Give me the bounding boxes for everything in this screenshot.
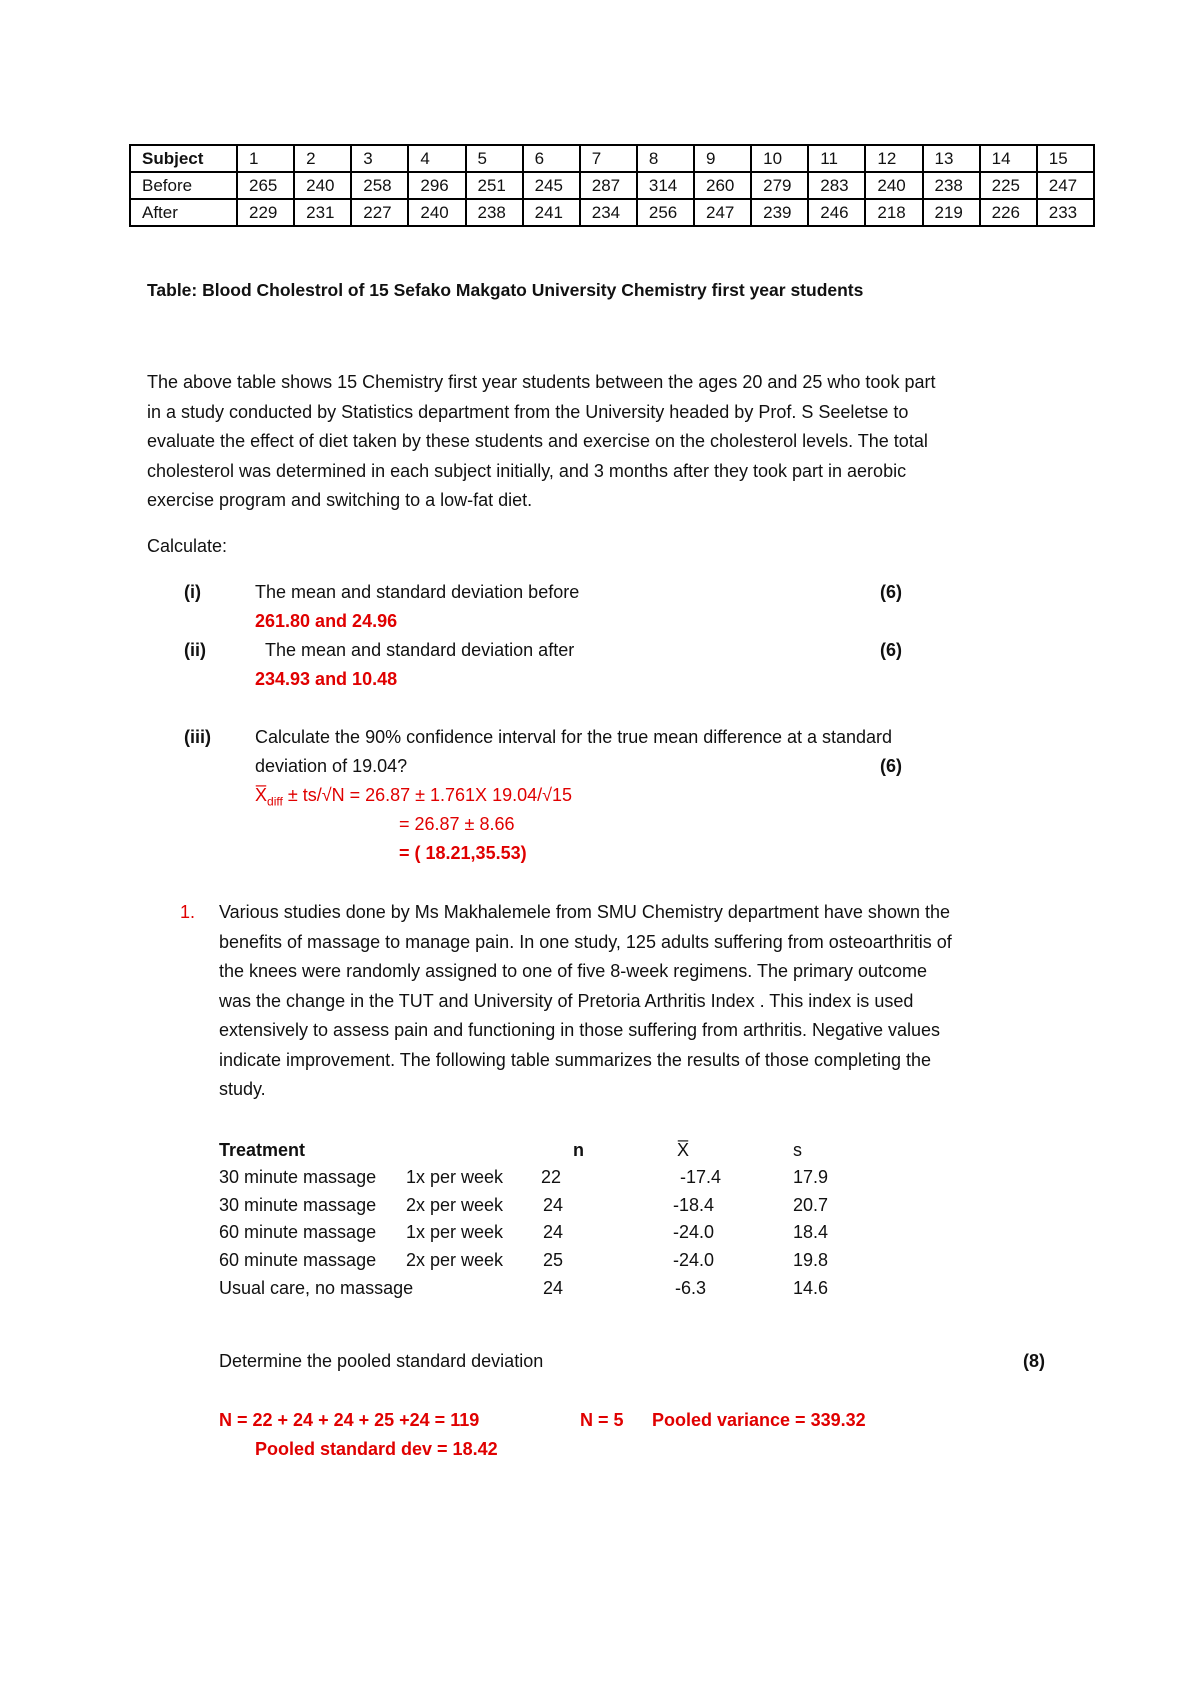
- header-treatment: Treatment: [219, 1140, 306, 1160]
- table-cell: 238: [466, 199, 523, 226]
- treatment-n: 24: [543, 1278, 564, 1298]
- table-row: [130, 145, 1094, 172]
- table-cell: 15: [1037, 145, 1094, 172]
- intro-line: cholesterol was determined in each subject initially, and 3 months after they took part in aerobic: [147, 460, 907, 481]
- treatment-frequency: 2x per week: [406, 1195, 504, 1215]
- table-cell: 14: [980, 145, 1037, 172]
- treatment-mean: -17.4: [680, 1167, 722, 1187]
- treatment-s: 18.4: [793, 1222, 829, 1242]
- problem1-line: Various studies done by Ms Makhalemele from SMU Chemistry department have shown the: [219, 902, 950, 922]
- table-row: [130, 199, 1094, 226]
- q1-marks: (6): [880, 582, 902, 602]
- table-cell: 7: [580, 145, 637, 172]
- table-cell: 251: [466, 172, 523, 199]
- table-cell: 218: [865, 199, 922, 226]
- table-cell: 296: [408, 172, 465, 199]
- row-label: Subject: [130, 145, 237, 172]
- table-cell: 12: [865, 145, 922, 172]
- treatment-frequency: 1x per week: [406, 1167, 504, 1187]
- treatment-name: Usual care, no massage: [219, 1278, 414, 1298]
- table-cell: 241: [523, 199, 580, 226]
- pooled-answer-n: N = 22 + 24 + 24 + 25 +24 = 119: [219, 1410, 480, 1430]
- problem1-line: extensively to assess pain and functioning in those suffering from arthritis. Negative values: [219, 1020, 941, 1040]
- table-cell: 287: [580, 172, 637, 199]
- table-cell: 225: [980, 172, 1037, 199]
- table-cell: 240: [408, 199, 465, 226]
- treatment-s: 17.9: [793, 1167, 829, 1187]
- treatment-name: 30 minute massage: [219, 1167, 377, 1187]
- treatment-name: 60 minute massage: [219, 1222, 377, 1242]
- table-cell: 9: [694, 145, 751, 172]
- table-cell: 229: [237, 199, 294, 226]
- table-cell: 283: [808, 172, 865, 199]
- treatment-s: 14.6: [793, 1278, 829, 1298]
- q1-answer: 261.80 and 24.96: [255, 611, 398, 631]
- pooled-marks: (8): [1023, 1351, 1045, 1371]
- table-row: [130, 172, 1094, 199]
- treatment-mean: -18.4: [673, 1195, 715, 1215]
- pooled-answer-groups: N = 5: [580, 1410, 624, 1430]
- table-cell: 2: [294, 145, 351, 172]
- q3-answer-line2: = 26.87 ± 8.66: [399, 814, 515, 834]
- table-cell: 1: [237, 145, 294, 172]
- problem1-line: benefits of massage to manage pain. In one study, 125 adults suffering from osteoarthritis of: [219, 931, 952, 952]
- treatment-s: 20.7: [793, 1195, 829, 1215]
- pooled-answer-sd: Pooled standard dev = 18.42: [255, 1439, 498, 1459]
- table-cell: 247: [694, 199, 751, 226]
- treatment-n: 24: [543, 1222, 564, 1242]
- header-n: n: [573, 1140, 584, 1160]
- table-cell: 246: [808, 199, 865, 226]
- table-cell: 11: [808, 145, 865, 172]
- q1-text: The mean and standard deviation before: [255, 582, 580, 602]
- treatment-frequency: 2x per week: [406, 1250, 504, 1270]
- table-cell: 5: [466, 145, 523, 172]
- table-cell: 256: [637, 199, 694, 226]
- xbar-subscript: diff: [267, 794, 283, 809]
- treatment-name: 30 minute massage: [219, 1195, 377, 1215]
- q2-number: (ii): [184, 640, 206, 660]
- treatment-n: 22: [541, 1167, 562, 1187]
- header-s: s: [793, 1140, 802, 1160]
- cholesterol-table: [129, 144, 1095, 227]
- treatment-mean: -6.3: [675, 1278, 707, 1298]
- table-cell: 226: [980, 199, 1037, 226]
- q3-answer-line3: = ( 18.21,35.53): [399, 843, 527, 863]
- header-mean: X̅: [677, 1140, 690, 1160]
- table-cell: 279: [751, 172, 808, 199]
- problem1-line: indicate improvement. The following table summarizes the results of those completing the: [219, 1049, 932, 1070]
- q2-marks: (6): [880, 640, 902, 660]
- q3-number: (iii): [184, 727, 211, 747]
- treatment-s: 19.8: [793, 1250, 829, 1270]
- table-cell: 260: [694, 172, 751, 199]
- table-cell: 6: [523, 145, 580, 172]
- table-cell: 265: [237, 172, 294, 199]
- table-cell: 8: [637, 145, 694, 172]
- table-caption: Table: Blood Cholestrol of 15 Sefako Makgato University Chemistry first year students: [147, 280, 864, 300]
- problem1-number: 1.: [180, 902, 196, 922]
- treatment-mean: -24.0: [673, 1222, 715, 1242]
- problem1-line: study.: [219, 1079, 266, 1099]
- calculate-label: Calculate:: [147, 536, 228, 556]
- q3-text-line1: Calculate the 90% confidence interval for the true mean difference at a standard: [255, 727, 893, 747]
- q3-text-line2: deviation of 19.04?: [255, 756, 408, 776]
- table-cell: 4: [408, 145, 465, 172]
- q3-formula: ± ts/√N = 26.87 ± 1.761X 19.04/√15: [282, 785, 573, 805]
- treatment-name: 60 minute massage: [219, 1250, 377, 1270]
- pooled-answer-variance: Pooled variance = 339.32: [652, 1410, 866, 1430]
- problem1-line: was the change in the TUT and University of Pretoria Arthritis Index . This index is used: [219, 990, 914, 1011]
- q2-answer: 234.93 and 10.48: [255, 669, 398, 689]
- treatment-frequency: 1x per week: [406, 1222, 504, 1242]
- row-label: After: [130, 199, 237, 226]
- table-cell: 234: [580, 199, 637, 226]
- intro-line: exercise program and switching to a low-fat diet.: [147, 490, 533, 510]
- row-label: Before: [130, 172, 237, 199]
- q1-number: (i): [184, 582, 201, 602]
- q2-text: The mean and standard deviation after: [265, 640, 575, 660]
- table-cell: 231: [294, 199, 351, 226]
- problem1-line: the knees were randomly assigned to one of five 8-week regimens. The primary outcome: [219, 961, 928, 981]
- treatment-n: 24: [543, 1195, 564, 1215]
- table-cell: 13: [923, 145, 980, 172]
- table-cell: 240: [294, 172, 351, 199]
- treatment-n: 25: [543, 1250, 564, 1270]
- table-cell: 239: [751, 199, 808, 226]
- table-cell: 233: [1037, 199, 1094, 226]
- table-cell: 238: [923, 172, 980, 199]
- table-cell: 3: [351, 145, 408, 172]
- intro-line: The above table shows 15 Chemistry first year students between the ages 20 and 25 who took part: [147, 372, 936, 392]
- table-cell: 247: [1037, 172, 1094, 199]
- treatment-mean: -24.0: [673, 1250, 715, 1270]
- intro-paragraph: [147, 368, 1067, 516]
- q3-marks: (6): [880, 756, 902, 776]
- xbar-symbol: X̅: [255, 785, 268, 805]
- intro-line: in a study conducted by Statistics department from the University headed by Prof. S Seeletse to: [147, 401, 909, 422]
- problem1-paragraph: [219, 898, 1099, 1105]
- table-cell: 219: [923, 199, 980, 226]
- intro-line: evaluate the effect of diet taken by these students and exercise on the cholesterol levels. The total: [147, 431, 928, 451]
- table-cell: 258: [351, 172, 408, 199]
- table-cell: 10: [751, 145, 808, 172]
- table-cell: 227: [351, 199, 408, 226]
- table-cell: 314: [637, 172, 694, 199]
- table-cell: 240: [865, 172, 922, 199]
- table-cell: 245: [523, 172, 580, 199]
- pooled-question: Determine the pooled standard deviation: [219, 1351, 544, 1371]
